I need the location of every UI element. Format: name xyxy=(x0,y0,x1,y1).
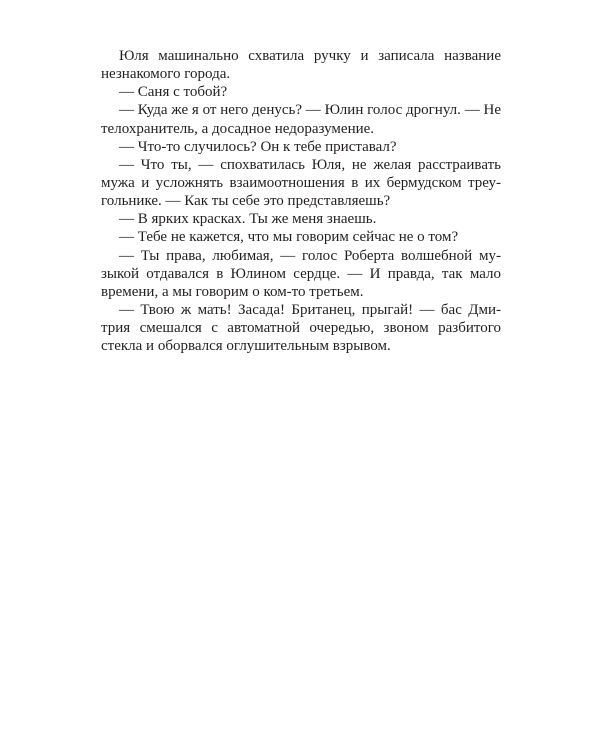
text-line: — Тебе не кажется, что мы говорим сейчас не о том? xyxy=(119,229,459,246)
text-line: времени, а мы говорим о ком-то третьем. xyxy=(101,283,364,300)
text-line: — В ярких красках. Ты же меня знаешь. xyxy=(119,211,377,228)
text-line: — Саня с тобой? xyxy=(119,84,228,101)
text-line: Юля машинально схватила ручку и записала название xyxy=(119,48,501,64)
text-line: — Что-то случилось? Он к тебе приставал? xyxy=(119,138,397,155)
text-line: — Ты права, любимая, — голос Роберта волшебной му- xyxy=(119,247,501,264)
text-line: незнакомого города. xyxy=(101,66,231,83)
text-line: телохранитель, а досадное недоразумение. xyxy=(101,120,375,137)
text-line: мужа и усложнять взаимоотношения в их бермудском треу- xyxy=(101,174,501,191)
text-line: — Что ты, — спохватилась Юля, не желая расстраивать xyxy=(119,156,501,173)
text-line: зыкой отдавался в Юлином сердце. — И правда, так мало xyxy=(101,265,501,282)
text-line: гольнике. — Как ты себе это представляешь? xyxy=(101,193,391,210)
body-text xyxy=(101,47,501,355)
text-line: стекла и оборвался оглушительным взрывом. xyxy=(101,338,391,355)
text-line: — Твою ж мать! Засада! Британец, прыгай! — бас Дми- xyxy=(119,301,501,318)
text-line: трия смешался с автоматной очередью, звоном разбитого xyxy=(101,320,501,337)
text-line: — Куда же я от него денусь? — Юлин голос дрогнул. — Не xyxy=(119,102,501,119)
